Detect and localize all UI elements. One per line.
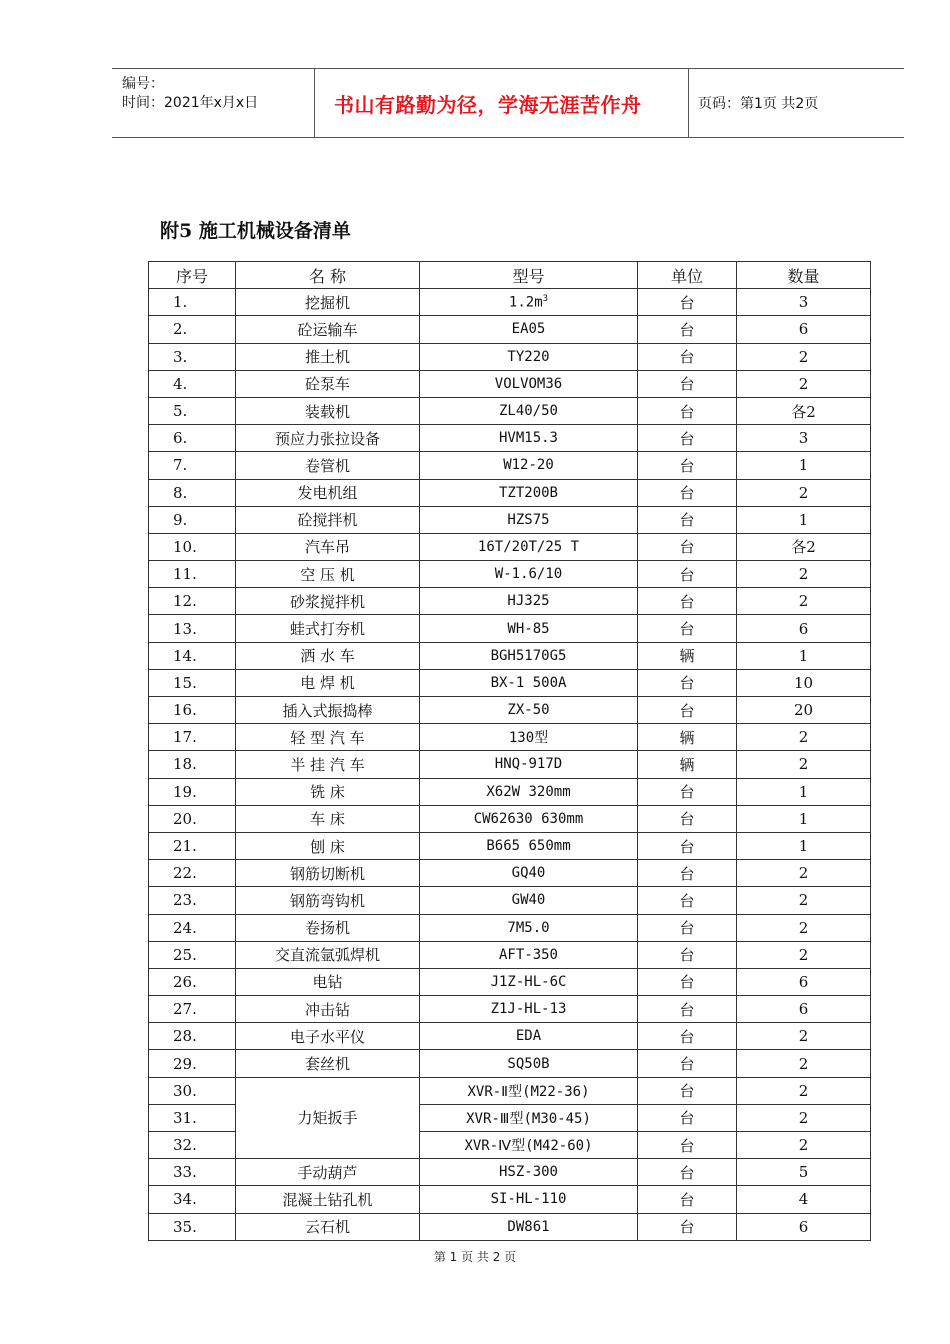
row-qty-cell: 2 bbox=[737, 914, 871, 941]
row-number-cell: 17. bbox=[149, 724, 236, 751]
row-unit-cell: 台 bbox=[638, 1159, 737, 1186]
row-name-cell: 汽车吊 bbox=[236, 533, 420, 560]
row-number-cell: 4. bbox=[149, 370, 236, 397]
row-qty-cell: 各2 bbox=[737, 397, 871, 424]
row-name-cell: 云石机 bbox=[236, 1213, 420, 1240]
table-row bbox=[149, 941, 871, 968]
table-row bbox=[149, 751, 871, 778]
row-number-cell: 5. bbox=[149, 397, 236, 424]
row-name-cell: 钢筋弯钩机 bbox=[236, 887, 420, 914]
row-name-cell: 钢筋切断机 bbox=[236, 860, 420, 887]
row-model-cell: VOLVOM36 bbox=[420, 370, 638, 397]
row-name-cell: 铣 床 bbox=[236, 778, 420, 805]
row-unit-cell: 台 bbox=[638, 1023, 737, 1050]
row-model-cell: WH-85 bbox=[420, 615, 638, 642]
row-name-cell: 卷扬机 bbox=[236, 914, 420, 941]
row-name-cell: 砼运输车 bbox=[236, 316, 420, 343]
table-row bbox=[149, 343, 871, 370]
table-row bbox=[149, 289, 871, 316]
row-number-cell: 30. bbox=[149, 1077, 236, 1104]
table-row bbox=[149, 996, 871, 1023]
row-model-cell: GW40 bbox=[420, 887, 638, 914]
row-number-cell: 29. bbox=[149, 1050, 236, 1077]
table-row bbox=[149, 887, 871, 914]
row-model-cell: X62W 320mm bbox=[420, 778, 638, 805]
row-qty-cell: 2 bbox=[737, 887, 871, 914]
row-unit-cell: 台 bbox=[638, 914, 737, 941]
row-number-cell: 27. bbox=[149, 996, 236, 1023]
row-unit-cell: 台 bbox=[638, 860, 737, 887]
row-number-cell: 33. bbox=[149, 1159, 236, 1186]
row-number-cell: 23. bbox=[149, 887, 236, 914]
row-name-cell: 电 焊 机 bbox=[236, 669, 420, 696]
row-unit-cell: 辆 bbox=[638, 642, 737, 669]
row-name-cell: 卷管机 bbox=[236, 452, 420, 479]
table-row bbox=[149, 397, 871, 424]
table-row bbox=[149, 1159, 871, 1186]
row-model-cell: BX-1 500A bbox=[420, 669, 638, 696]
row-qty-cell: 3 bbox=[737, 289, 871, 316]
row-number-cell: 35. bbox=[149, 1213, 236, 1240]
row-name-cell: 洒 水 车 bbox=[236, 642, 420, 669]
row-name-cell: 手动葫芦 bbox=[236, 1159, 420, 1186]
row-qty-cell: 各2 bbox=[737, 533, 871, 560]
row-name-cell: 混凝土钻孔机 bbox=[236, 1186, 420, 1213]
row-unit-cell: 台 bbox=[638, 669, 737, 696]
unit-superscript: 3 bbox=[542, 293, 549, 304]
table-row bbox=[149, 724, 871, 751]
header-cell-no: 序号 bbox=[149, 262, 236, 289]
row-number-cell: 22. bbox=[149, 860, 236, 887]
row-model-cell: AFT-350 bbox=[420, 941, 638, 968]
row-qty-cell: 2 bbox=[737, 479, 871, 506]
table-row bbox=[149, 452, 871, 479]
table-row bbox=[149, 1023, 871, 1050]
row-qty-cell: 6 bbox=[737, 1213, 871, 1240]
table-row bbox=[149, 1050, 871, 1077]
row-unit-cell: 台 bbox=[638, 561, 737, 588]
row-model-cell: DW861 bbox=[420, 1213, 638, 1240]
row-qty-cell: 5 bbox=[737, 1159, 871, 1186]
header-page-label: 页码：第1页 共2页 bbox=[698, 96, 819, 112]
row-qty-cell: 2 bbox=[737, 1132, 871, 1159]
row-name-cell: 刨 床 bbox=[236, 832, 420, 859]
row-unit-cell: 台 bbox=[638, 941, 737, 968]
row-qty-cell: 2 bbox=[737, 1023, 871, 1050]
row-number-cell: 10. bbox=[149, 533, 236, 560]
row-name-cell: 冲击钻 bbox=[236, 996, 420, 1023]
row-number-cell: 28. bbox=[149, 1023, 236, 1050]
row-name-cell: 推土机 bbox=[236, 343, 420, 370]
row-qty-cell: 2 bbox=[737, 860, 871, 887]
table-header-row bbox=[149, 262, 871, 289]
row-unit-cell: 台 bbox=[638, 832, 737, 859]
row-unit-cell: 台 bbox=[638, 425, 737, 452]
row-number-cell: 18. bbox=[149, 751, 236, 778]
row-qty-cell: 10 bbox=[737, 669, 871, 696]
row-unit-cell: 台 bbox=[638, 343, 737, 370]
row-name-cell: 电子水平仪 bbox=[236, 1023, 420, 1050]
row-unit-cell: 台 bbox=[638, 1050, 737, 1077]
row-model-cell: EA05 bbox=[420, 316, 638, 343]
row-unit-cell: 台 bbox=[638, 289, 737, 316]
row-name-cell: 发电机组 bbox=[236, 479, 420, 506]
row-number-cell: 26. bbox=[149, 968, 236, 995]
row-name-cell: 套丝机 bbox=[236, 1050, 420, 1077]
row-number-cell: 6. bbox=[149, 425, 236, 452]
row-unit-cell: 台 bbox=[638, 370, 737, 397]
table-row bbox=[149, 860, 871, 887]
table-row bbox=[149, 588, 871, 615]
row-model-cell: ZL40/50 bbox=[420, 397, 638, 424]
row-number-cell: 7. bbox=[149, 452, 236, 479]
table-row bbox=[149, 370, 871, 397]
row-name-cell: 空 压 机 bbox=[236, 561, 420, 588]
row-qty-cell: 4 bbox=[737, 1186, 871, 1213]
row-unit-cell: 台 bbox=[638, 588, 737, 615]
row-model-cell: $1.2m^3$ bbox=[420, 289, 638, 316]
row-unit-cell: 辆 bbox=[638, 724, 737, 751]
row-qty-cell: 2 bbox=[737, 1077, 871, 1104]
doc-time-label: 时间：2021年x月x日 bbox=[122, 95, 259, 111]
row-qty-cell: 2 bbox=[737, 1050, 871, 1077]
row-number-cell: 19. bbox=[149, 778, 236, 805]
row-qty-cell: 2 bbox=[737, 370, 871, 397]
row-name-cell: 砼泵车 bbox=[236, 370, 420, 397]
row-model-cell: TY220 bbox=[420, 343, 638, 370]
table-row bbox=[149, 425, 871, 452]
row-name-cell: 插入式振捣棒 bbox=[236, 697, 420, 724]
row-model-cell: CW62630 630mm bbox=[420, 805, 638, 832]
equipment-table bbox=[148, 261, 871, 1241]
row-number-cell: 24. bbox=[149, 914, 236, 941]
table-row bbox=[149, 479, 871, 506]
row-unit-cell: 台 bbox=[638, 968, 737, 995]
row-name-cell: 轻 型 汽 车 bbox=[236, 724, 420, 751]
row-model-cell: 130型 bbox=[420, 724, 638, 751]
row-name-cell: 砼搅拌机 bbox=[236, 506, 420, 533]
table-row bbox=[149, 615, 871, 642]
row-qty-cell: 6 bbox=[737, 316, 871, 343]
row-number-cell: 21. bbox=[149, 832, 236, 859]
row-model-cell: W12-20 bbox=[420, 452, 638, 479]
row-qty-cell: 2 bbox=[737, 343, 871, 370]
row-name-cell: 力矩扳手 bbox=[236, 1077, 420, 1159]
row-name-cell: 交直流氩弧焊机 bbox=[236, 941, 420, 968]
header-divider bbox=[688, 69, 689, 137]
row-name-cell: 电钻 bbox=[236, 968, 420, 995]
row-qty-cell: 1 bbox=[737, 778, 871, 805]
row-unit-cell: 台 bbox=[638, 1104, 737, 1131]
row-name-cell: 砂浆搅拌机 bbox=[236, 588, 420, 615]
row-unit-cell: 台 bbox=[638, 479, 737, 506]
row-name-cell: 挖掘机 bbox=[236, 289, 420, 316]
row-unit-cell: 台 bbox=[638, 697, 737, 724]
header-cell-qty: 数量 bbox=[737, 262, 871, 289]
header-divider bbox=[314, 69, 315, 137]
row-model-cell: GQ40 bbox=[420, 860, 638, 887]
row-model-cell: HZS75 bbox=[420, 506, 638, 533]
row-model-cell: J1Z-HL-6C bbox=[420, 968, 638, 995]
row-model-cell: SI-HL-110 bbox=[420, 1186, 638, 1213]
header-cell-name: 名 称 bbox=[236, 262, 420, 289]
row-model-cell: BGH5170G5 bbox=[420, 642, 638, 669]
row-qty-cell: 3 bbox=[737, 425, 871, 452]
row-number-cell: 16. bbox=[149, 697, 236, 724]
row-qty-cell: 1 bbox=[737, 642, 871, 669]
row-unit-cell: 台 bbox=[638, 1213, 737, 1240]
row-model-cell: W-1.6/10 bbox=[420, 561, 638, 588]
row-qty-cell: 1 bbox=[737, 506, 871, 533]
row-number-cell: 12. bbox=[149, 588, 236, 615]
row-number-cell: 2. bbox=[149, 316, 236, 343]
row-qty-cell: 2 bbox=[737, 751, 871, 778]
header-cell-model: 型号 bbox=[420, 262, 638, 289]
row-model-cell: TZT200B bbox=[420, 479, 638, 506]
table-row bbox=[149, 316, 871, 343]
row-qty-cell: 1 bbox=[737, 805, 871, 832]
header-cell-unit: 单位 bbox=[638, 262, 737, 289]
row-qty-cell: 2 bbox=[737, 941, 871, 968]
row-unit-cell: 台 bbox=[638, 397, 737, 424]
row-name-cell: 半 挂 汽 车 bbox=[236, 751, 420, 778]
row-model-cell: ZX-50 bbox=[420, 697, 638, 724]
table-row bbox=[149, 561, 871, 588]
table-row bbox=[149, 1213, 871, 1240]
row-number-cell: 11. bbox=[149, 561, 236, 588]
row-model-cell: 7M5.0 bbox=[420, 914, 638, 941]
row-model-cell: B665 650mm bbox=[420, 832, 638, 859]
row-number-cell: 20. bbox=[149, 805, 236, 832]
page-header bbox=[112, 68, 904, 138]
row-number-cell: 13. bbox=[149, 615, 236, 642]
row-unit-cell: 台 bbox=[638, 615, 737, 642]
row-model-cell: SQ50B bbox=[420, 1050, 638, 1077]
row-qty-cell: 2 bbox=[737, 588, 871, 615]
row-name-cell: 装载机 bbox=[236, 397, 420, 424]
row-number-cell: 14. bbox=[149, 642, 236, 669]
row-unit-cell: 台 bbox=[638, 1132, 737, 1159]
row-model-cell: XVR-Ⅲ型(M30-45) bbox=[420, 1104, 638, 1131]
row-number-cell: 32. bbox=[149, 1132, 236, 1159]
row-unit-cell: 台 bbox=[638, 887, 737, 914]
row-number-cell: 8. bbox=[149, 479, 236, 506]
row-model-cell: 16T/20T/25 T bbox=[420, 533, 638, 560]
row-unit-cell: 台 bbox=[638, 533, 737, 560]
row-name-cell: 车 床 bbox=[236, 805, 420, 832]
row-qty-cell: 6 bbox=[737, 615, 871, 642]
row-unit-cell: 台 bbox=[638, 1186, 737, 1213]
row-number-cell: 3. bbox=[149, 343, 236, 370]
row-name-cell: 预应力张拉设备 bbox=[236, 425, 420, 452]
table-row bbox=[149, 968, 871, 995]
table-row bbox=[149, 832, 871, 859]
row-number-cell: 31. bbox=[149, 1104, 236, 1131]
row-model-cell: HJ325 bbox=[420, 588, 638, 615]
row-unit-cell: 台 bbox=[638, 452, 737, 479]
header-motto: 书山有路勤为径，学海无涯苦作舟 bbox=[334, 93, 642, 117]
row-qty-cell: 6 bbox=[737, 968, 871, 995]
page-footer: 第 1 页 共 2 页 bbox=[433, 1250, 517, 1264]
row-qty-cell: 1 bbox=[737, 452, 871, 479]
row-unit-cell: 台 bbox=[638, 1077, 737, 1104]
row-number-cell: 1. bbox=[149, 289, 236, 316]
table-row bbox=[149, 805, 871, 832]
row-model-cell: XVR-Ⅳ型(M42-60) bbox=[420, 1132, 638, 1159]
row-unit-cell: 辆 bbox=[638, 751, 737, 778]
row-model-cell: HVM15.3 bbox=[420, 425, 638, 452]
row-number-cell: 34. bbox=[149, 1186, 236, 1213]
row-number-cell: 15. bbox=[149, 669, 236, 696]
table-row bbox=[149, 914, 871, 941]
row-unit-cell: 台 bbox=[638, 778, 737, 805]
row-unit-cell: 台 bbox=[638, 996, 737, 1023]
doc-code-label: 编号： bbox=[122, 76, 164, 92]
row-model-cell: EDA bbox=[420, 1023, 638, 1050]
table-row bbox=[149, 506, 871, 533]
table-row bbox=[149, 1186, 871, 1213]
row-qty-cell: 1 bbox=[737, 832, 871, 859]
row-number-cell: 9. bbox=[149, 506, 236, 533]
section-title: 附5 施工机械设备清单 bbox=[160, 220, 351, 242]
table-row bbox=[149, 1077, 871, 1104]
row-unit-cell: 台 bbox=[638, 316, 737, 343]
table-row bbox=[149, 669, 871, 696]
row-model-cell: Z1J-HL-13 bbox=[420, 996, 638, 1023]
table-row bbox=[149, 533, 871, 560]
row-model-cell: HSZ-300 bbox=[420, 1159, 638, 1186]
row-qty-cell: 2 bbox=[737, 724, 871, 751]
row-qty-cell: 20 bbox=[737, 697, 871, 724]
row-unit-cell: 台 bbox=[638, 506, 737, 533]
row-qty-cell: 2 bbox=[737, 1104, 871, 1131]
row-model-cell: HNQ-917D bbox=[420, 751, 638, 778]
row-unit-cell: 台 bbox=[638, 805, 737, 832]
row-number-cell: 25. bbox=[149, 941, 236, 968]
table-row bbox=[149, 778, 871, 805]
row-model-cell: XVR-Ⅱ型(M22-36) bbox=[420, 1077, 638, 1104]
row-qty-cell: 2 bbox=[737, 561, 871, 588]
row-qty-cell: 6 bbox=[737, 996, 871, 1023]
table-row bbox=[149, 697, 871, 724]
row-name-cell: 蛙式打夯机 bbox=[236, 615, 420, 642]
table-row bbox=[149, 642, 871, 669]
